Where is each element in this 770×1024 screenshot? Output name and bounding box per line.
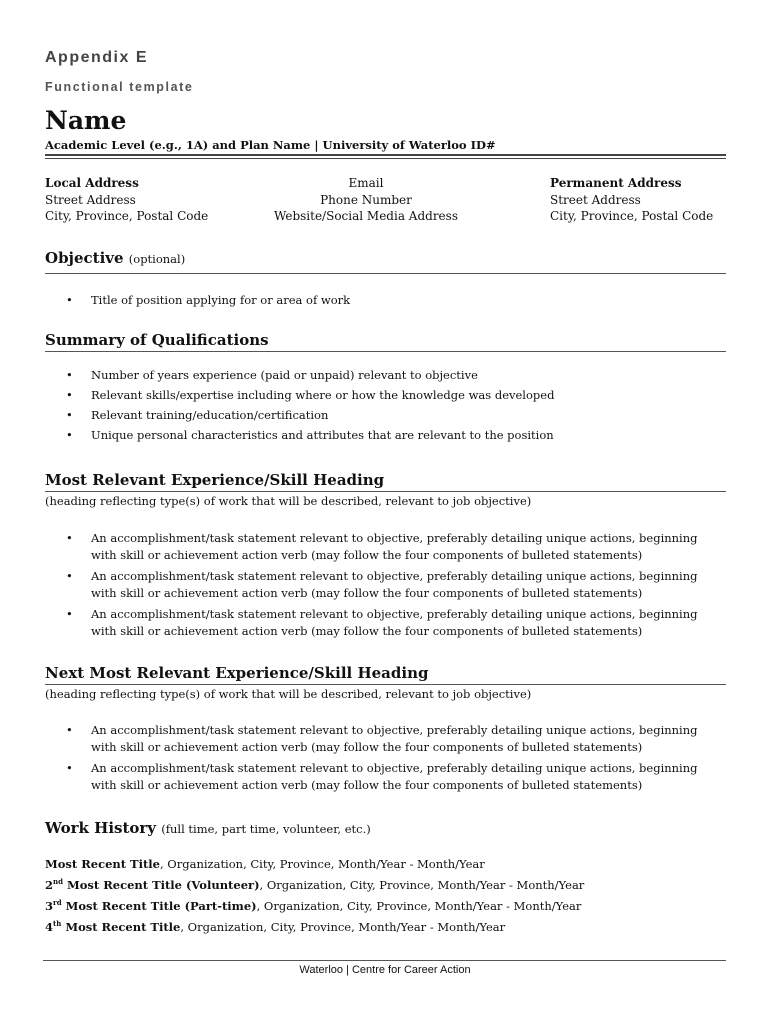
list-item: • An accomplishment/task statement relevant to objective, preferably detailing unique actions, beginning with skill or achievement action verb (may follow the four components of bulleted statements)	[66, 607, 698, 638]
work-entry: 3rd Most Recent Title (Part-time), Organization, City, Province, Month/Year - Month/Year	[45, 897, 582, 913]
work-entry: Most Recent Title, Organization, City, Province, Month/Year - Month/Year	[45, 857, 485, 871]
list-item: • An accomplishment/task statement relevant to objective, preferably detailing unique actions, beginning with skill or achievement action verb (may follow the four components of bulleted statements)	[66, 723, 698, 754]
bullet-icon: •	[66, 761, 73, 775]
footer-divider	[43, 960, 726, 961]
bullet-icon: •	[66, 531, 73, 545]
list-item: • An accomplishment/task statement relevant to objective, preferably detailing unique actions, beginning with skill or achievement action verb (may follow the four components of bulleted statements)	[66, 569, 698, 600]
list-item: • Relevant training/education/certification	[66, 408, 329, 422]
bullet-icon: •	[66, 408, 73, 422]
permanent-city: City, Province, Postal Code	[550, 209, 714, 223]
experience2-rule	[45, 684, 726, 685]
bullet-icon: •	[66, 569, 73, 583]
list-item: • Relevant skills/expertise including where or how the knowledge was developed	[66, 388, 555, 402]
list-item: • An accomplishment/task statement relevant to objective, preferably detailing unique actions, beginning with skill or achievement action verb (may follow the four components of bulleted statements)	[66, 761, 698, 792]
email: Email	[348, 176, 384, 190]
objective-rule	[45, 273, 726, 274]
bullet-icon: •	[66, 723, 73, 737]
objective-heading	[45, 249, 185, 267]
list-item: • Title of position applying for or area of work	[66, 293, 351, 307]
template-label: Functional template	[45, 80, 194, 94]
work-history-title: Work History	[45, 819, 157, 837]
list-item: • An accomplishment/task statement relevant to objective, preferably detailing unique actions, beginning with skill or achievement action verb (may follow the four components of bulleted statements)	[66, 531, 698, 562]
academic-level-line: Academic Level (e.g., 1A) and Plan Name | University of Waterloo ID#	[45, 138, 496, 152]
objective-list	[66, 292, 350, 312]
objective-optional: (optional)	[128, 252, 186, 266]
website: Website/Social Media Address	[274, 209, 458, 223]
work-entry: 4th Most Recent Title, Organization, City, Province, Month/Year - Month/Year	[45, 918, 506, 934]
bullet-icon: •	[66, 293, 73, 307]
work-entry: 2nd Most Recent Title (Volunteer), Organization, City, Province, Month/Year - Month/Year	[45, 877, 585, 892]
list-item: • Number of years experience (paid or unpaid) relevant to objective	[66, 368, 478, 382]
phone: Phone Number	[320, 192, 412, 207]
permanent-address-block	[550, 175, 713, 225]
header-divider	[45, 154, 726, 159]
experience2-list	[66, 722, 698, 798]
experience1-list	[66, 530, 698, 644]
summary-list	[66, 367, 554, 447]
summary-rule	[45, 351, 726, 352]
resume-name: Name	[45, 106, 127, 135]
summary-heading: Summary of Qualifications	[45, 331, 269, 349]
work-history-heading	[45, 819, 371, 837]
experience2-subtitle: (heading reflecting type(s) of work that will be described, relevant to job objective)	[45, 687, 532, 701]
local-address-block	[45, 175, 208, 225]
local-city: City, Province, Postal Code	[45, 209, 209, 223]
footer-text: Waterloo | Centre for Career Action	[299, 964, 471, 976]
permanent-street: Street Address	[550, 192, 641, 207]
list-item: • Unique personal characteristics and attributes that are relevant to the position	[66, 428, 554, 442]
bullet-icon: •	[66, 607, 73, 621]
experience2-heading: Next Most Relevant Experience/Skill Heading	[45, 664, 429, 682]
experience1-rule	[45, 491, 726, 492]
experience1-heading: Most Relevant Experience/Skill Heading	[45, 471, 385, 489]
bullet-icon: •	[66, 428, 73, 442]
bullet-icon: •	[66, 368, 73, 382]
appendix-label: Appendix E	[45, 49, 149, 66]
work-history-note: (full time, part time, volunteer, etc.)	[161, 822, 371, 836]
work-history-list	[45, 856, 584, 935]
local-address-label: Local Address	[45, 176, 139, 190]
permanent-address-label: Permanent Address	[550, 176, 682, 190]
local-street: Street Address	[45, 192, 136, 207]
contact-block	[272, 175, 460, 225]
bullet-icon: •	[66, 388, 73, 402]
objective-title: Objective	[45, 249, 124, 267]
experience1-subtitle: (heading reflecting type(s) of work that will be described, relevant to job objective)	[45, 494, 532, 508]
